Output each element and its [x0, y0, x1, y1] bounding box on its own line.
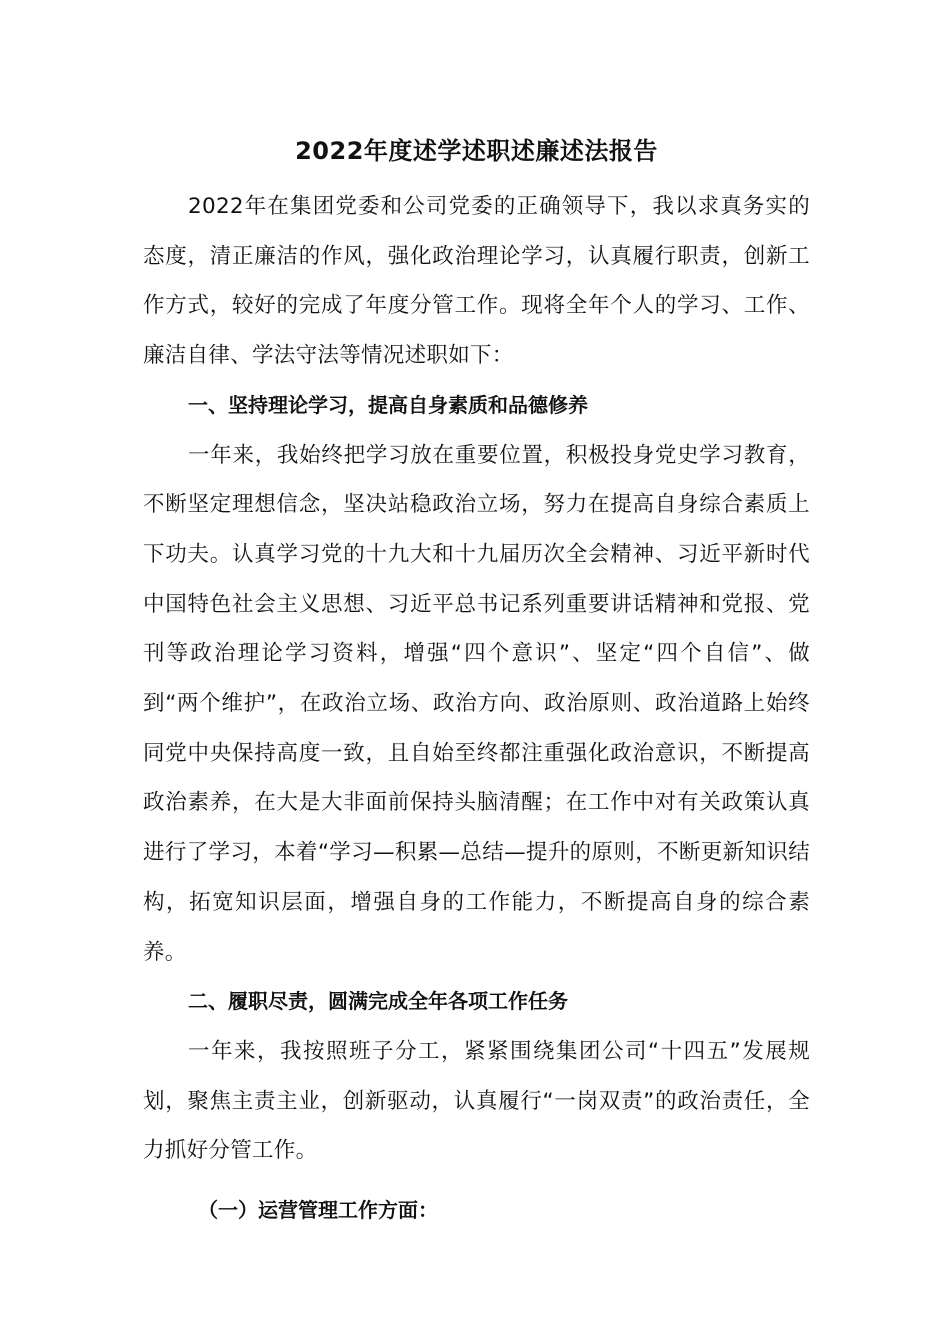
section-heading-1: 一、坚持理论学习，提高自身素质和品德修养	[188, 392, 588, 417]
section-2-paragraph: 一年来，我按照班子分工，紧紧围绕集团公司“十四五”发展规划，聚焦主责主业，创新驱动，认真履行“一岗双责”的政治责任，全力抓好分管工作。	[143, 1038, 810, 1164]
intro-paragraph: 2022年在集团党委和公司党委的正确领导下，我以求真务实的态度，清正廉洁的作风，强化政治理论学习，认真履行职责，创新工作方式，较好的完成了年度分管工作。现将全年个人的学习、工作、廉洁自律、学法守法等情况述职如下：	[143, 194, 810, 369]
document-title: 2022年度述学述职述廉述法报告	[295, 137, 658, 165]
subsection-heading-1: （一）运营管理工作方面：	[198, 1198, 438, 1223]
section-heading-2: 二、履职尽责，圆满完成全年各项工作任务	[188, 989, 568, 1014]
section-1-paragraph: 一年来，我始终把学习放在重要位置，积极投身党史学习教育，不断坚定理想信念，坚决站稳政治立场，努力在提高自身综合素质上下功夫。认真学习党的十九大和十九届历次全会精神、习近平新时代中国特色社会主义思想、习近平总书记系列重要讲话精神和党报、党刊等政治理论学习资料，增强“四个意识”、坚定“四个自信”、做到“两个维护”，在政治立场、政治方向、政治原则、政治道路上始终同党中央保持高度一致，且自始至终都注重强化政治意识，不断提高政治素养，在大是大非面前保持头脑清醒；在工作中对有关政策认真进行了学习，本着“学习—积累—总结—提升的原则，不断更新知识结构，拓宽知识层面，增强自身的工作能力，不断提高自身的综合素养。	[143, 442, 810, 965]
